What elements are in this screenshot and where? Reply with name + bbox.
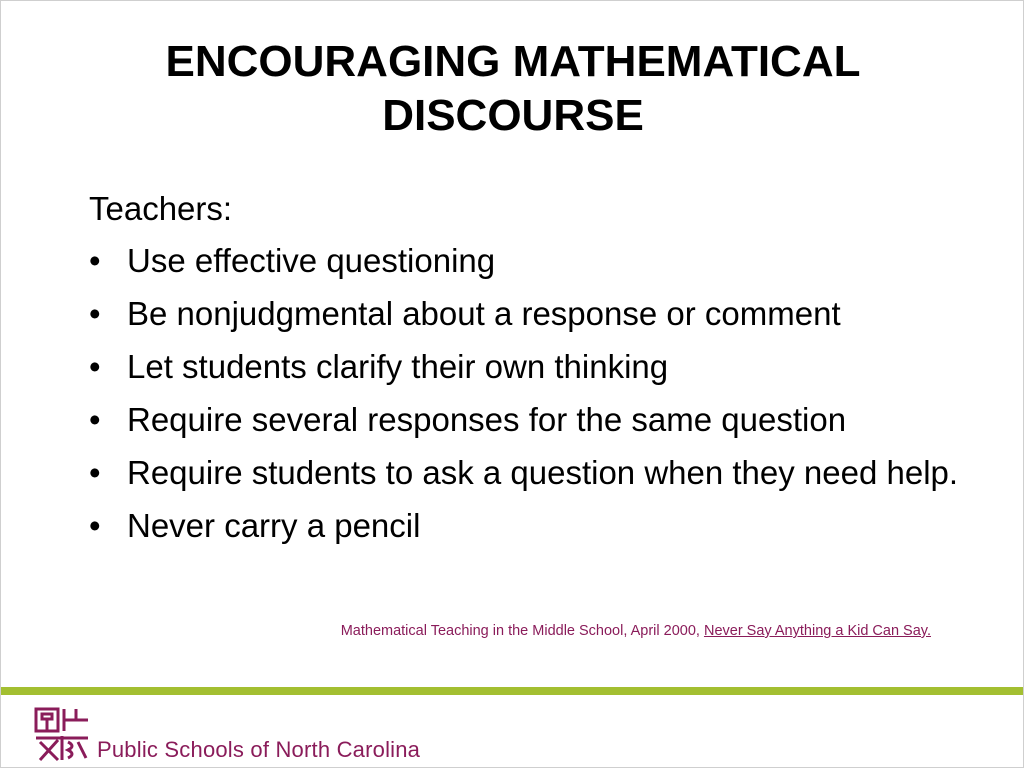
slide-title-line-2: DISCOURSE — [382, 91, 644, 140]
bullet-text: Require several responses for the same question — [127, 401, 847, 438]
bullet-item — [89, 291, 969, 336]
bullet-glyph: • — [89, 507, 101, 544]
bullet-text: Require students to ask a question when they need help. — [127, 454, 959, 491]
citation — [1, 623, 931, 639]
bullet-glyph: • — [89, 242, 101, 279]
bullet-item — [89, 397, 969, 442]
bullet-glyph: • — [89, 401, 101, 438]
bullet-item — [89, 503, 969, 548]
org-name: Public Schools of North Carolina — [97, 737, 421, 762]
bullet-item — [89, 344, 969, 389]
bullet-glyph: • — [89, 295, 101, 332]
bullet-item — [89, 238, 969, 283]
bullet-text: Use effective questioning — [127, 242, 496, 279]
bullet-text: Never carry a pencil — [127, 507, 421, 544]
footer-divider-bar — [1, 687, 1024, 695]
citation-source: Mathematical Teaching in the Middle School, April 2000, — [340, 623, 704, 639]
bullet-text: Let students clarify their own thinking — [127, 348, 669, 385]
bullet-text: Be nonjudgmental about a response or comment — [127, 295, 841, 332]
slide-title-line-1: ENCOURAGING MATHEMATICAL — [165, 37, 861, 86]
bullet-list — [89, 238, 969, 556]
bullet-glyph: • — [89, 454, 101, 491]
bullet-item — [89, 450, 969, 495]
citation-link[interactable]: Never Say Anything a Kid Can Say. — [703, 623, 931, 639]
slide-title — [1, 35, 1024, 143]
bullet-glyph: • — [89, 348, 101, 385]
nc-public-schools-logo-icon — [34, 706, 90, 762]
intro-text: Teachers: — [89, 190, 233, 227]
